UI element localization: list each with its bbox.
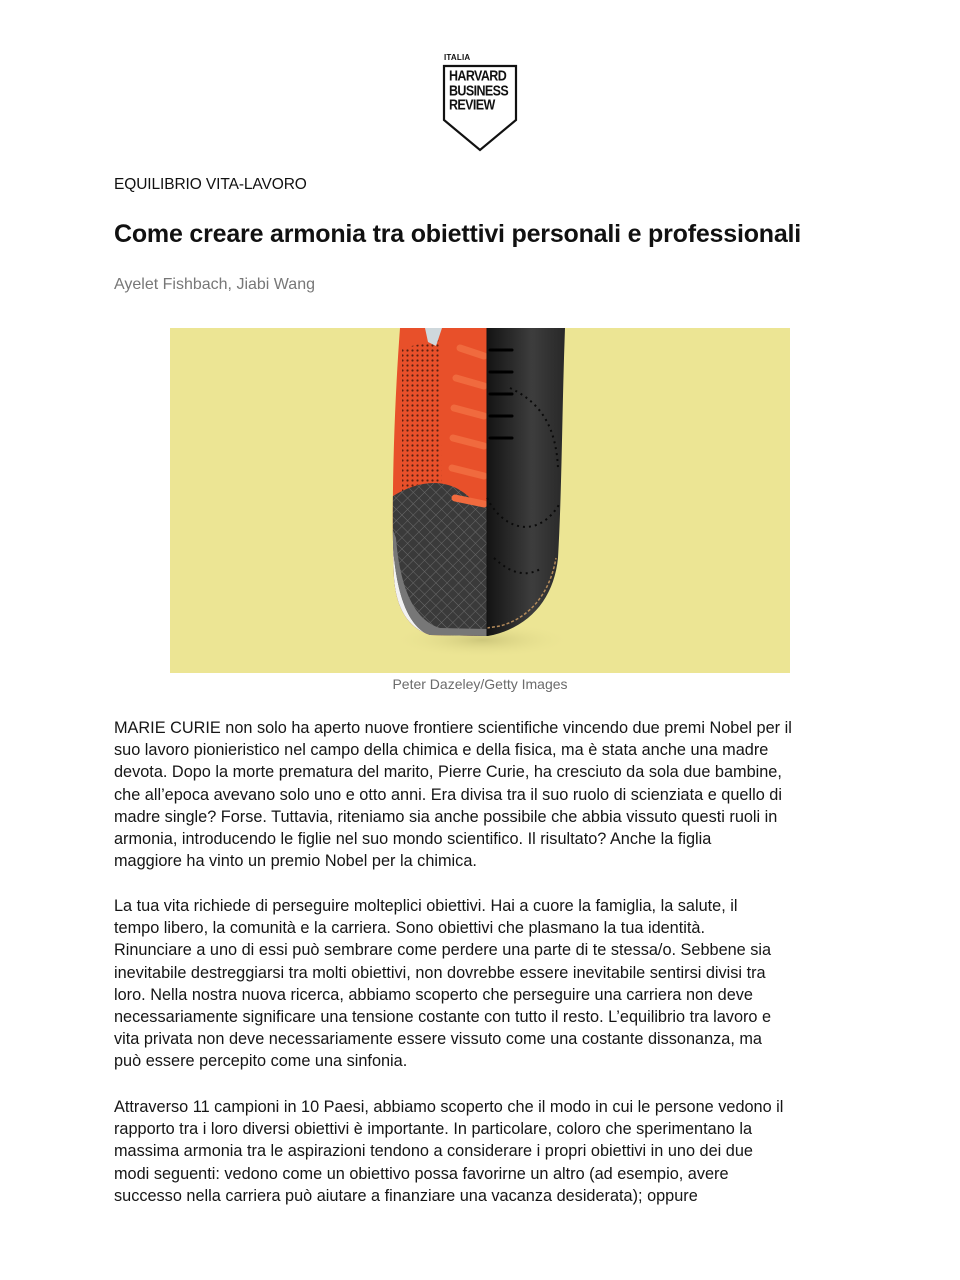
paragraph-line: vita privata non deve necessariamente essere vissuto come una costante dissonanza, ma xyxy=(114,1030,762,1049)
shoe-illustration xyxy=(170,328,790,673)
logo-line-3: REVIEW xyxy=(449,96,495,113)
article-title: Come creare armonia tra obiettivi personali e professionali xyxy=(114,220,802,248)
logo-wordmark xyxy=(449,69,508,112)
paragraph-line: tempo libero, la comunità e la carriera. Sono obiettivi che plasmano la tua identità. xyxy=(114,919,705,938)
paragraph-line: Attraverso 11 campioni in 10 Paesi, abbiamo scoperto che il modo in cui le persone vedono il xyxy=(114,1098,784,1116)
paragraph-line: Rinunciare a uno di essi può sembrare come perdere una parte di te stessa/o. Sebbene sia xyxy=(114,941,772,960)
paragraph-2 xyxy=(114,895,854,1073)
paragraph-line: che all’epoca avevano solo uno e otto anni. Era divisa tra il suo ruolo di scienziata e quello di xyxy=(114,785,782,804)
paragraph-line: MARIE CURIE non solo ha aperto nuove frontiere scientifiche vincendo due premi Nobel per il xyxy=(114,719,792,737)
paragraph-line: modi seguenti: vedono come un obiettivo possa favorirne un altro (ad esempio, avere xyxy=(114,1164,729,1183)
paragraph-line: può essere percepito come una sinfonia. xyxy=(114,1052,408,1071)
hero-image xyxy=(170,328,790,673)
logo-country-label: ITALIA xyxy=(444,53,471,62)
article-authors: Ayelet Fishbach, Jiabi Wang xyxy=(114,276,315,293)
paragraph-line: La tua vita richiede di perseguire molteplici obiettivi. Hai a cuore la famiglia, la salute, il xyxy=(114,897,738,915)
paragraph-line: armonia, introducendo le figlie nel suo mondo scientifico. Il risultato? Anche la figlia xyxy=(114,829,712,848)
logo-line-2: BUSINESS xyxy=(449,82,509,99)
logo-line-1: HARVARD xyxy=(449,67,507,84)
hbr-italia-logo xyxy=(440,50,520,154)
paragraph-line: devota. Dopo la morte prematura del marito, Pierre Curie, ha cresciuto da sola due bambine, xyxy=(114,763,782,782)
paragraph-line: madre single? Forse. Tuttavia, riteniamo sia anche possibile che abbia vissuto questi ruoli in xyxy=(114,807,778,826)
section-label: EQUILIBRIO VITA-LAVORO xyxy=(114,176,307,193)
paragraph-line: necessariamente significare una tensione costante con tutto il resto. L’equilibrio tra lavoro e xyxy=(114,1007,772,1026)
paragraph-1 xyxy=(114,717,854,872)
paragraph-line: suo lavoro pionieristico nel campo della chimica e della fisica, ma è stata anche una madre xyxy=(114,741,769,760)
image-caption: Peter Dazeley/Getty Images xyxy=(392,676,568,692)
paragraph-line: rapporto tra i loro diversi obiettivi è importante. In particolare, coloro che sperimentano la xyxy=(114,1120,752,1139)
paragraph-3 xyxy=(114,1096,854,1207)
paragraph-line: successo nella carriera può aiutare a finanziare una vacanza desiderata); oppure xyxy=(114,1186,698,1205)
paragraph-line: maggiore ha vinto un premio Nobel per la chimica. xyxy=(114,852,477,871)
paragraph-line: inevitabile destreggiarsi tra molti obiettivi, non dovrebbe essere inevitabile sentirsi divisi tra xyxy=(114,963,766,982)
paragraph-line: loro. Nella nostra nuova ricerca, abbiamo scoperto che perseguire una carriera non deve xyxy=(114,985,753,1004)
paragraph-line: massima armonia tra le aspirazioni tendono a considerare i propri obiettivi in uno dei due xyxy=(114,1142,753,1161)
